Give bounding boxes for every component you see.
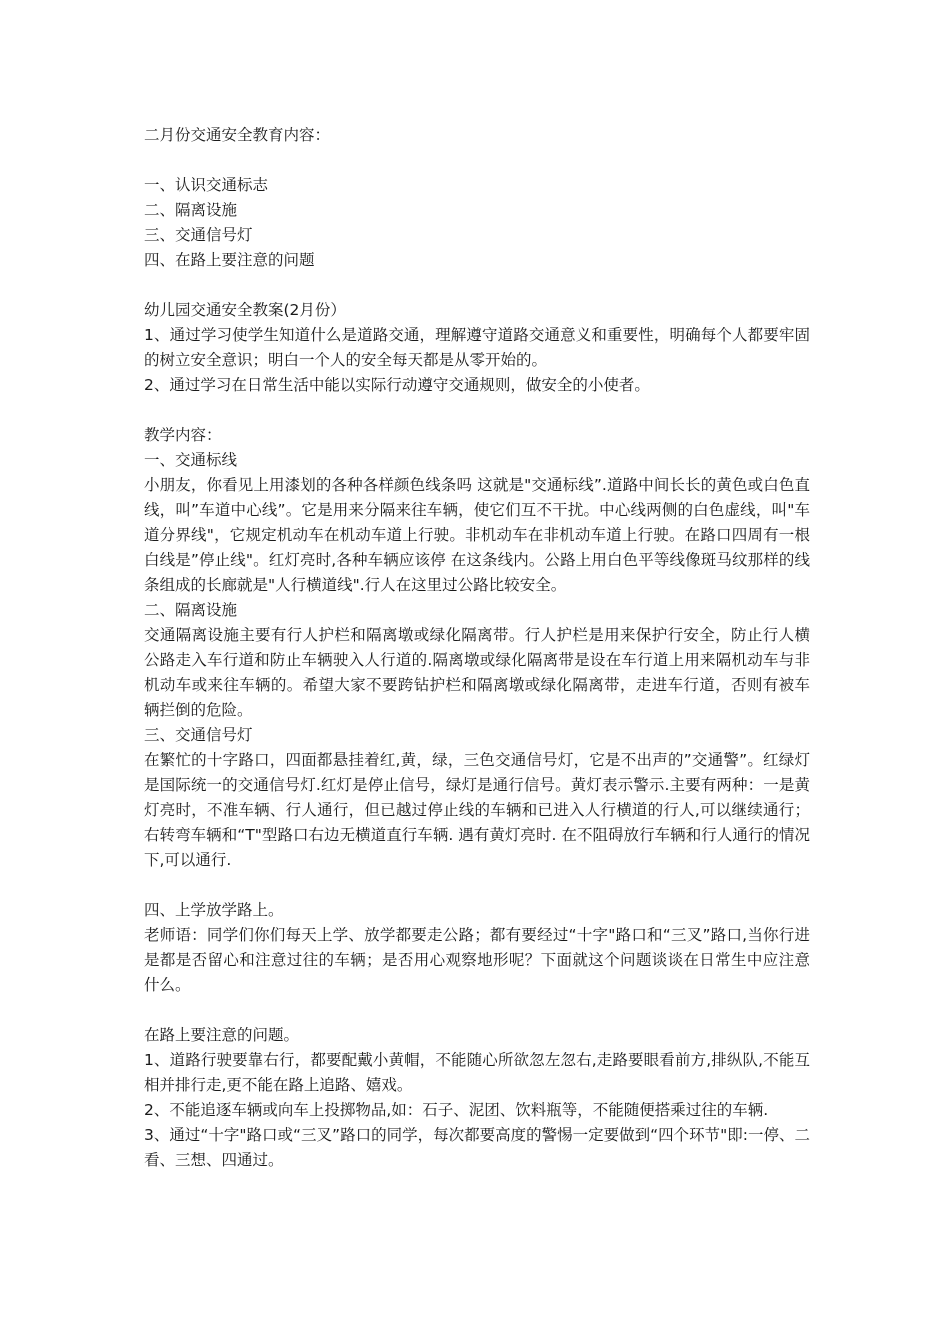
outline-item-4: 四、在路上要注意的问题	[144, 251, 315, 269]
spacer	[144, 873, 810, 898]
spacer	[144, 998, 810, 1023]
goal-paragraph-1: 1、通过学习使学生知道什么是道路交通，理解遵守道路交通意义和重要性，明确每个人都要牢固的树立安全意识；明白一个人的安全每天都是从零开始的。	[144, 326, 810, 369]
section-3-text: 在繁忙的十字路口，四面都悬挂着红,黄，绿，三色交通信号灯，它是不出声的”交通警”。红绿灯是国际统一的交通信号灯.红灯是停止信号，绿灯是通行信号。黄灯表示警示.主要有两种：一是黄灯亮时，不准车辆、行人通行，但已越过停止线的车辆和已进入人行横道的行人,可以继续通行；右转弯车辆和“T"型路口右边无横道直行车辆. 遇有黄灯亮时. 在不阻碍放行车辆和行人通行的情况下,可以通行.	[144, 751, 810, 869]
rule-paragraph-3: 3、通过“十字"路口或“三叉”路口的同学，每次都要高度的警惕一定要做到“四个环节"即:一停、二看、三想、四通过。	[144, 1126, 810, 1169]
section-2-text: 交通隔离设施主要有行人护栏和隔离墩或绿化隔离带。行人护栏是用来保护行安全，防止行人横 公路走入车行道和防止车辆驶入人行道的.隔离墩或绿化隔离带是设在车行道上用来隔机动车与非机动车或来往车辆的。希望大家不要跨钻护栏和隔离墩或绿化隔离带，走进车行道，否则有被车辆拦倒的危险。	[144, 626, 810, 719]
content-heading: 教学内容：	[144, 426, 222, 444]
document-page	[144, 123, 810, 1173]
section-2-heading: 二、隔离设施	[144, 601, 238, 619]
section-4-text: 老师语：同学们你们每天上学、放学都要走公路；都有要经过“十字"路口和“三叉”路口,当你行进是都是否留心和注意过往的车辆；是否用心观察地形呢？下面就这个问题谈谈在日常生中应注意什么。	[144, 926, 810, 994]
outline-item-2: 二、隔离设施	[144, 201, 238, 219]
section-3-heading: 三、交通信号灯	[144, 726, 253, 744]
section-5-heading: 在路上要注意的问题。	[144, 1026, 300, 1044]
outline-item-3: 三、交通信号灯	[144, 226, 253, 244]
section-4-heading: 四、上学放学路上。	[144, 901, 284, 919]
plan-title: 幼儿园交通安全教案(2月份）	[144, 301, 346, 319]
outline-item-1: 一、认识交通标志	[144, 176, 269, 194]
intro-title: 二月份交通安全教育内容：	[144, 126, 331, 144]
section-1-text: 小朋友，你看见上用漆划的各种各样颜色线条吗 这就是"交通标线”.道路中间长长的黄色或白色直线，叫”车道中心线”。它是用来分隔来往车辆，使它们互不干扰。中心线两侧的白色虚线，叫"车道分界线"，它规定机动车在机动车道上行驶。非机动车在非机动车道上行驶。在路口四周有一根白线是”停止线"。红灯亮时,各种车辆应该停 在这条线内。公路上用白色平等线像斑马纹那样的线条组成的长廊就是"人行横道线".行人在这里过公路比较安全。	[144, 476, 810, 594]
spacer	[144, 398, 810, 423]
goal-paragraph-2: 2、通过学习在日常生活中能以实际行动遵守交通规则，做安全的小使者。	[144, 376, 650, 394]
rule-paragraph-1: 1、道路行驶要靠右行，都要配戴小黄帽，不能随心所欲忽左忽右,走路要眼看前方,排纵队,不能互相并排行走,更不能在路上追路、嬉戏。	[144, 1051, 810, 1094]
section-1-heading: 一、交通标线	[144, 451, 238, 469]
spacer	[144, 273, 810, 298]
rule-paragraph-2: 2、不能追逐车辆或向车上投掷物品,如：石子、泥团、饮料瓶等，不能随便搭乘过往的车辆.	[144, 1101, 769, 1119]
spacer	[144, 148, 810, 173]
